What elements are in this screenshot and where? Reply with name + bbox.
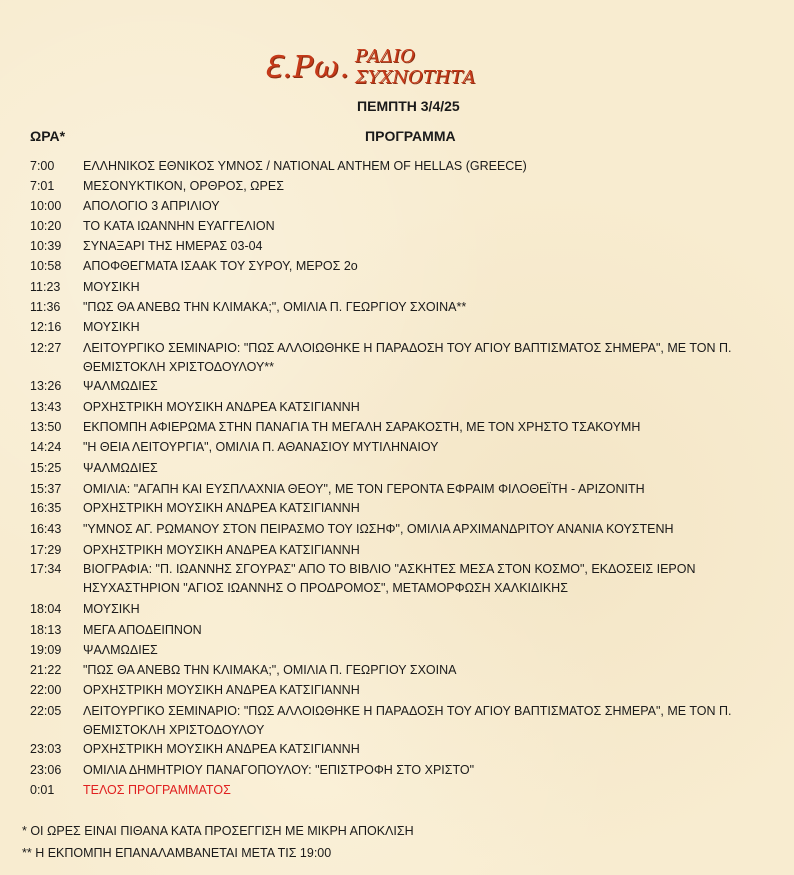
row-time: 17:29 xyxy=(30,543,62,557)
row-program: "ΠΩΣ ΘΑ ΑΝΕΒΩ ΤΗΝ ΚΛΙΜΑΚΑ;", ΟΜΙΛΙΑ Π. ΓΕΩΡΓΙΟΥ ΣΧΟΙΝΑ xyxy=(83,663,457,677)
row-program: "ΥΜΝΟΣ ΑΓ. ΡΩΜΑΝΟΥ ΣΤΟΝ ΠΕΙΡΑΣΜΟ ΤΟΥ ΙΩΣΗΦ", ΟΜΙΛΙΑ ΑΡΧΙΜΑΝΔΡΙΤΟΥ ΑΝΑΝΙΑ ΚΟΥΣΤΕΝΗ xyxy=(83,522,674,536)
row-time: 10:39 xyxy=(30,239,62,253)
row-program: ΜΕΓΑ ΑΠΟΔΕΙΠΝΟΝ xyxy=(83,623,202,637)
row-program: ΜΟΥΣΙΚΗ xyxy=(83,602,140,616)
row-time: 11:23 xyxy=(30,280,61,294)
row-program: ΕΚΠΟΜΠΗ ΑΦΙΕΡΩΜΑ ΣΤΗΝ ΠΑΝΑΓΙΑ ΤΗ ΜΕΓΑΛΗ ΣΑΡΑΚΟΣΤΗ, ΜΕ ΤΟΝ ΧΡΗΣΤΟ ΤΣΑΚΟΥΜΗ xyxy=(83,420,641,434)
row-program: ΨΑΛΜΩΔΙΕΣ xyxy=(83,643,158,657)
row-program: ΜΕΣΟΝΥΚΤΙΚΟΝ, ΟΡΘΡΟΣ, ΩΡΕΣ xyxy=(83,179,284,193)
logo-text xyxy=(355,46,476,88)
logo-mark: ℇ.Ρω. xyxy=(263,50,351,85)
row-time: 23:06 xyxy=(30,763,62,777)
row-time: 10:20 xyxy=(30,219,62,233)
row-time: 14:24 xyxy=(30,440,62,454)
row-time: 23:03 xyxy=(30,742,62,756)
row-program: ΨΑΛΜΩΔΙΕΣ xyxy=(83,461,158,475)
row-program: ΨΑΛΜΩΔΙΕΣ xyxy=(83,379,158,393)
row-program: ΟΡΧΗΣΤΡΙΚΗ ΜΟΥΣΙΚΗ ΑΝΔΡΕΑ ΚΑΤΣΙΓΙΑΝΝΗ xyxy=(83,683,360,697)
footnote-approximate-times: * ΟΙ ΩΡΕΣ ΕΙΝΑΙ ΠΙΘΑΝΑ ΚΑΤΑ ΠΡΟΣΕΓΓΙΣΗ ΜΕ ΜΙΚΡΗ ΑΠΟΚΛΙΣΗ xyxy=(22,824,414,838)
row-time: 19:09 xyxy=(30,643,62,657)
row-time: 16:43 xyxy=(30,522,62,536)
row-program: ΑΠΟΦΘΕΓΜΑΤΑ ΙΣΑΑΚ ΤΟΥ ΣΥΡΟΥ, ΜΕΡΟΣ 2ο xyxy=(83,259,358,273)
row-time: 15:25 xyxy=(30,461,62,475)
row-time: 13:50 xyxy=(30,420,62,434)
row-program: ΛΕΙΤΟΥΡΓΙΚΟ ΣΕΜΙΝΑΡΙΟ: "ΠΩΣ ΑΛΛΟΙΩΘΗΚΕ Η ΠΑΡΑΔΟΣΗ ΤΟΥ ΑΓΙΟΥ ΒΑΠΤΙΣΜΑΤΟΣ ΣΗΜΕΡΑ", ΜΕ ΤΟΝ Π. ΘΕΜΙΣΤΟΚΛΗ ΧΡΙΣΤΟΔΟΥΛΟΥ** xyxy=(83,341,732,374)
row-program: ΕΛΛΗΝΙΚΟΣ ΕΘΝΙΚΟΣ ΥΜΝΟΣ / NATIONAL ANTHEM OF HELLAS (GREECE) xyxy=(83,159,527,173)
row-time: 12:16 xyxy=(30,320,62,334)
row-time: 22:05 xyxy=(30,704,62,718)
row-time: 0:01 xyxy=(30,783,55,797)
row-program: ΟΡΧΗΣΤΡΙΚΗ ΜΟΥΣΙΚΗ ΑΝΔΡΕΑ ΚΑΤΣΙΓΙΑΝΝΗ xyxy=(83,400,360,414)
row-program: "Η ΘΕΙΑ ΛΕΙΤΟΥΡΓΙΑ", ΟΜΙΛΙΑ Π. ΑΘΑΝΑΣΙΟΥ ΜΥΤΙΛΗΝΑΙΟΥ xyxy=(83,440,439,454)
time-column-header: ΩΡΑ* xyxy=(30,128,66,144)
row-program: ΜΟΥΣΙΚΗ xyxy=(83,280,140,294)
row-time: 17:34 xyxy=(30,562,62,576)
row-program: ΜΟΥΣΙΚΗ xyxy=(83,320,140,334)
row-time: 18:13 xyxy=(30,623,62,637)
row-program: ΛΕΙΤΟΥΡΓΙΚΟ ΣΕΜΙΝΑΡΙΟ: "ΠΩΣ ΑΛΛΟΙΩΘΗΚΕ Η ΠΑΡΑΔΟΣΗ ΤΟΥ ΑΓΙΟΥ ΒΑΠΤΙΣΜΑΤΟΣ ΣΗΜΕΡΑ", ΜΕ ΤΟΝ Π. ΘΕΜΙΣΤΟΚΛΗ ΧΡΙΣΤΟΔΟΥΛΟΥ xyxy=(83,704,732,737)
row-time: 18:04 xyxy=(30,602,62,616)
end-of-program-label: ΤΕΛΟΣ ΠΡΟΓΡΑΜΜΑΤΟΣ xyxy=(83,783,231,797)
row-program: ΟΜΙΛΙΑ ΔΗΜΗΤΡΙΟΥ ΠΑΝΑΓΟΠΟΥΛΟΥ: "ΕΠΙΣΤΡΟΦΗ ΣΤΟ ΧΡΙΣΤΟ" xyxy=(83,763,475,777)
row-time: 15:37 xyxy=(30,482,62,496)
row-time: 21:22 xyxy=(30,663,62,677)
row-program: ΟΜΙΛΙΑ: "ΑΓΑΠΗ ΚΑΙ ΕΥΣΠΛΑΧΝΙΑ ΘΕΟΥ", ΜΕ ΤΟΝ ΓΕΡΟΝΤΑ ΕΦΡΑΙΜ ΦΙΛΟΘΕΪΤΗ - ΑΡΙΖΟΝΙΤΗ xyxy=(83,482,645,496)
program-column-header: ΠΡΟΓΡΑΜΜΑ xyxy=(365,128,456,144)
row-time: 16:35 xyxy=(30,501,62,515)
row-program: ΤΟ ΚΑΤΑ ΙΩΑΝΝΗΝ ΕΥΑΓΓΕΛΙΟΝ xyxy=(83,219,275,233)
row-time: 7:01 xyxy=(30,179,55,193)
schedule-date: ΠΕΜΠΤΗ 3/4/25 xyxy=(357,98,460,114)
row-time: 13:43 xyxy=(30,400,62,414)
row-time: 7:00 xyxy=(30,159,55,173)
row-time: 11:36 xyxy=(30,300,61,314)
row-program: ΑΠΟΛΟΓΙΟ 3 ΑΠΡΙΛΙΟΥ xyxy=(83,199,220,213)
row-program: "ΠΩΣ ΘΑ ΑΝΕΒΩ ΤΗΝ ΚΛΙΜΑΚΑ;", ΟΜΙΛΙΑ Π. ΓΕΩΡΓΙΟΥ ΣΧΟΙΝΑ** xyxy=(83,300,467,314)
logo-line-1: ΡΑΔΙΟ xyxy=(355,46,415,67)
row-time: 22:00 xyxy=(30,683,62,697)
logo-line-2: ΣΥΧΝΟΤΗΤΑ xyxy=(355,67,476,88)
row-program: ΟΡΧΗΣΤΡΙΚΗ ΜΟΥΣΙΚΗ ΑΝΔΡΕΑ ΚΑΤΣΙΓΙΑΝΝΗ xyxy=(83,742,360,756)
row-time: 10:00 xyxy=(30,199,62,213)
row-program: ΟΡΧΗΣΤΡΙΚΗ ΜΟΥΣΙΚΗ ΑΝΔΡΕΑ ΚΑΤΣΙΓΙΑΝΝΗ xyxy=(83,543,360,557)
row-time: 10:58 xyxy=(30,259,62,273)
row-time: 13:26 xyxy=(30,379,62,393)
row-program: ΒΙΟΓΡΑΦΙΑ: "Π. ΙΩΑΝΝΗΣ ΣΓΟΥΡΑΣ" ΑΠΟ ΤΟ ΒΙΒΛΙΟ "ΑΣΚΗΤΕΣ ΜΕΣΑ ΣΤΟΝ ΚΟΣΜΟ", ΕΚΔΟΣΕΙΣ ΙΕΡΟΝ ΗΣΥΧΑΣΤΗΡΙΟΝ "ΑΓΙΟΣ ΙΩΑΝΝΗΣ Ο ΠΡΟΔΡΟΜΟΣ", ΜΕΤΑΜΟΡΦΩΣΗ ΧΑΛΚΙΔΙΚΗΣ xyxy=(83,562,696,595)
row-program: ΟΡΧΗΣΤΡΙΚΗ ΜΟΥΣΙΚΗ ΑΝΔΡΕΑ ΚΑΤΣΙΓΙΑΝΝΗ xyxy=(83,501,360,515)
row-time: 12:27 xyxy=(30,341,62,355)
footnote-rebroadcast: ** Η ΕΚΠΟΜΠΗ ΕΠΑΝΑΛΑΜΒΑΝΕΤΑΙ ΜΕΤΑ ΤΙΣ 19:00 xyxy=(22,846,332,860)
row-program: ΣΥΝΑΞΑΡΙ ΤΗΣ ΗΜΕΡΑΣ 03-04 xyxy=(83,239,263,253)
